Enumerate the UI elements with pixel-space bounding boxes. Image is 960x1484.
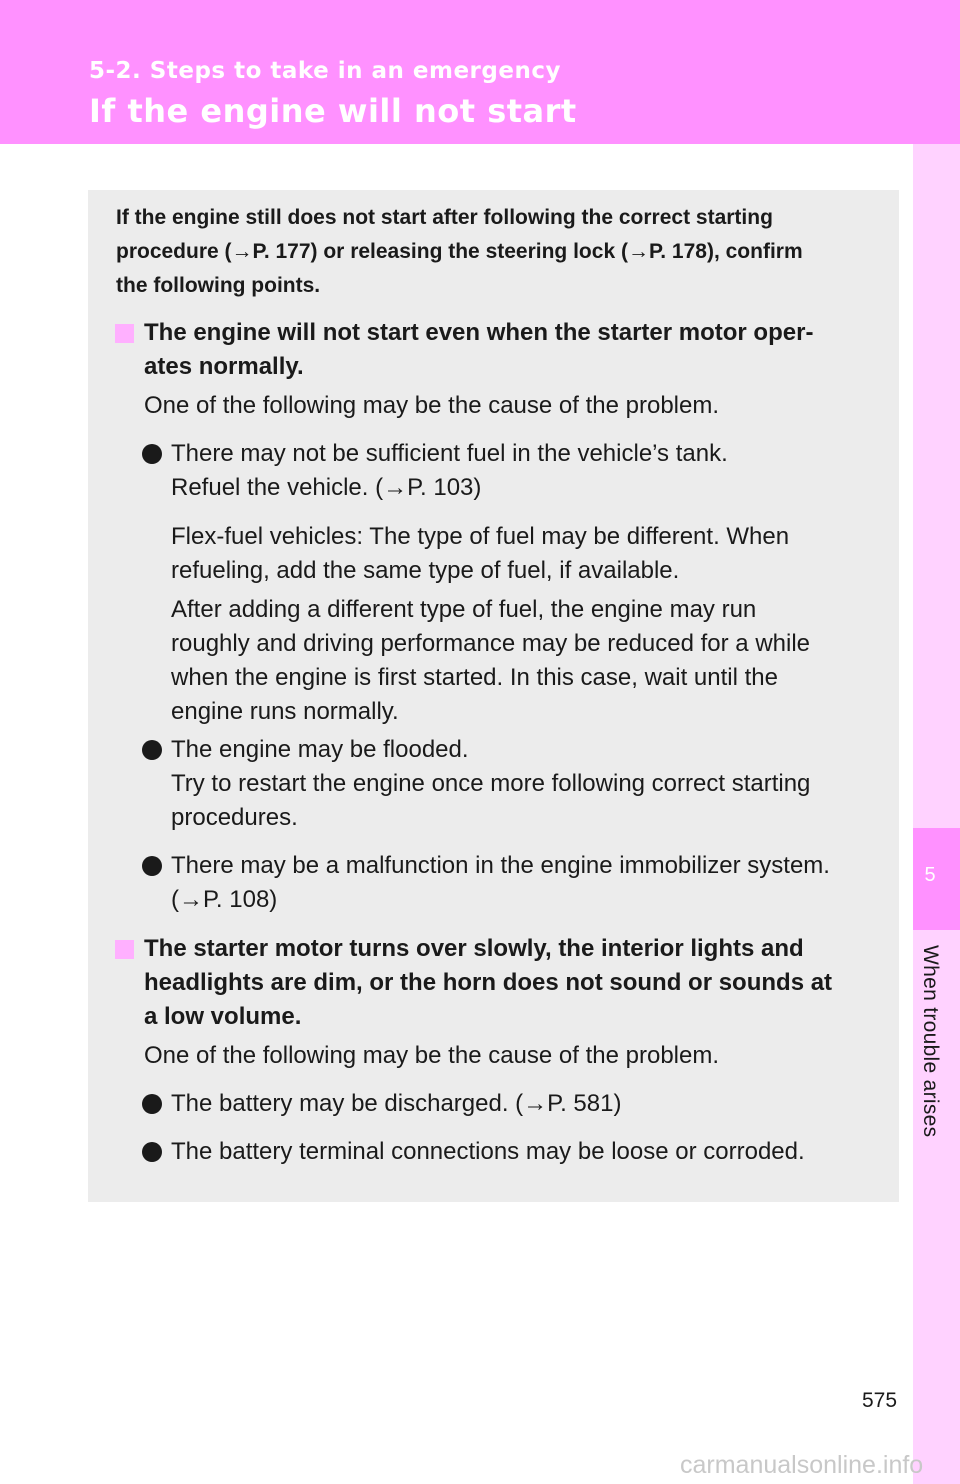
note-line: when the engine is first started. In this case, wait until the: [171, 664, 778, 691]
chapter-number: 5: [924, 864, 936, 886]
section2-lead: One of the following may be the cause of the problem.: [144, 1042, 720, 1069]
bullet-icon: [142, 740, 162, 760]
watermark: carmanualsonline.info: [680, 1451, 924, 1479]
section2-heading: [144, 932, 865, 1034]
intro-line: the following points.: [116, 274, 321, 297]
chapter-name: When trouble arises: [919, 945, 942, 1138]
note-line: roughly and driving performance may be reduced for a while: [171, 630, 811, 657]
bullet-line: (→P. 108): [171, 886, 278, 913]
heading-marker-square: [115, 940, 134, 959]
bullet-icon: [142, 1094, 162, 1114]
intro-line: If the engine still does not start after following the correct starting: [116, 206, 773, 229]
section2-bullet2: The battery terminal connections may be loose or corroded.: [171, 1138, 805, 1165]
intro-paragraph: [116, 201, 864, 303]
note-line: After adding a different type of fuel, the engine may run: [171, 596, 757, 623]
bullet-line: Refuel the vehicle. (→P. 103): [171, 474, 482, 501]
bullet-line: There may not be sufficient fuel in the vehicle’s tank.: [171, 440, 728, 467]
header-band: [0, 0, 960, 144]
section-label: 5-2. Steps to take in an emergency: [89, 58, 561, 84]
flex-fuel-note: [171, 520, 865, 588]
heading-line: The engine will not start even when the starter motor oper-: [144, 319, 814, 346]
section1-heading: [144, 316, 865, 384]
bullet-line: Try to restart the engine once more following correct starting: [171, 770, 811, 797]
section1-bullet2: [171, 733, 865, 835]
heading-line: headlights are dim, or the horn does not sound or sounds at: [144, 969, 833, 996]
section1-lead: One of the following may be the cause of the problem.: [144, 392, 720, 419]
intro-line: procedure (→P. 177) or releasing the steering lock (→P. 178), confirm: [116, 240, 803, 263]
page-number: 575: [862, 1389, 898, 1412]
bullet-icon: [142, 1142, 162, 1162]
page-title: If the engine will not start: [89, 92, 577, 130]
note-line: Flex-fuel vehicles: The type of fuel may be different. When: [171, 523, 790, 550]
heading-line: ates normally.: [144, 353, 304, 380]
section1-bullet3: [171, 849, 865, 917]
bullet-line: There may be a malfunction in the engine immobilizer system.: [171, 852, 830, 879]
side-strip: [913, 144, 960, 1484]
bullet-icon: [142, 444, 162, 464]
heading-line: a low volume.: [144, 1003, 302, 1030]
section1-bullet1: [171, 437, 865, 505]
note-line: refueling, add the same type of fuel, if available.: [171, 557, 680, 584]
note-line: engine runs normally.: [171, 698, 399, 725]
bullet-icon: [142, 856, 162, 876]
section2-bullet1: The battery may be discharged. (→P. 581): [171, 1090, 622, 1117]
heading-marker-square: [115, 324, 134, 343]
bullet-line: procedures.: [171, 804, 298, 831]
heading-line: The starter motor turns over slowly, the interior lights and: [144, 935, 804, 962]
bullet-line: The engine may be flooded.: [171, 736, 469, 763]
after-adding-note: [171, 593, 865, 729]
